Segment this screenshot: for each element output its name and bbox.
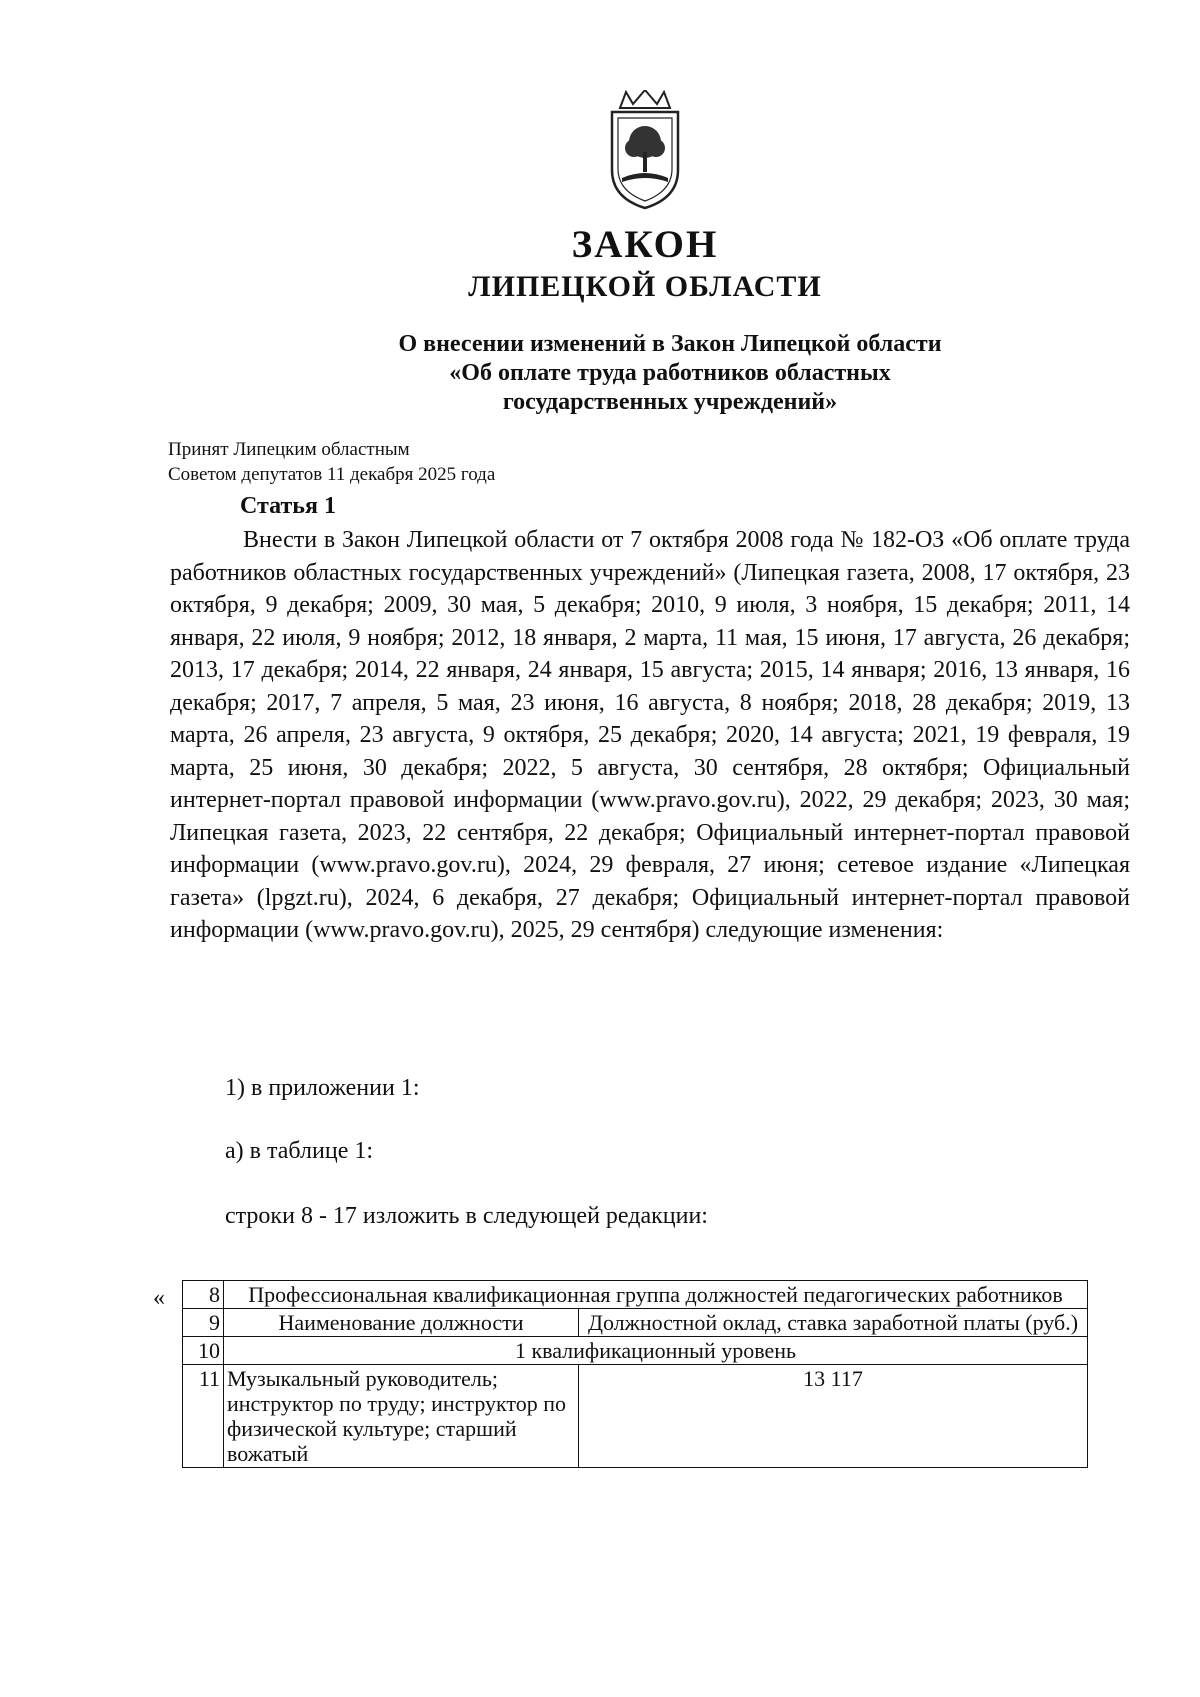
region-title: ЛИПЕЦКОЙ ОБЛАСТИ <box>468 270 822 303</box>
opening-quote: « <box>153 1285 165 1311</box>
table-row <box>183 1281 1088 1309</box>
row-number: 10 <box>183 1337 224 1365</box>
article-body-paragraph: Внести в Закон Липецкой области от 7 октября 2008 года № 182-ОЗ «Об оплате труда работников областных государственных учреждений» (Липецкая газета, 2008, 17 октября, 23 октября, 9 декабря; 2009, 30 мая, 5 декабря; 2010, 9 июля, 3 ноября, 15 декабря; 2011, 14 января, 22 июля, 9 ноября; 2012, 18 января, 2 марта, 11 мая, 15 июня, 17 августа, 26 декабря; 2013, 17 декабря; 2014, 22 января, 24 января, 15 августа; 2015, 14 января; 2016, 13 января, 16 декабря; 2017, 7 апреля, 5 мая, 23 июня, 16 августа, 8 ноября; 2018, 28 декабря; 2019, 13 марта, 26 апреля, 23 августа, 9 октября, 25 декабря; 2020, 14 августа; 2021, 19 февраля, 19 марта, 25 июня, 30 декабря; 2022, 5 августа, 30 сентября, 28 октября; Официальный интернет-портал правовой информации (www.pravo.gov.ru), 2022, 29 декабря; 2023, 30 мая; Липецкая газета, 2023, 22 сентября, 22 декабря; Официальный интернет-портал правовой информации (www.pravo.gov.ru), 2024, 29 февраля, 27 июня; сетевое издание «Липецкая газета» (lpgzt.ru), 2024, 6 декабря, 27 декабря; Официальный интернет-портал правовой информации (www.pravo.gov.ru), 2025, 29 сентября) следующие изменения: <box>170 527 1130 943</box>
adoption-line: Принят Липецким областным <box>168 439 410 460</box>
article-heading: Статья 1 <box>240 493 336 519</box>
row-number: 11 <box>183 1365 224 1468</box>
subject-line: государственных учреждений» <box>502 389 838 415</box>
column-header: Должностной оклад, ставка заработной платы (руб.) <box>579 1309 1088 1337</box>
list-item: строки 8 - 17 изложить в следующей редакции: <box>225 1203 708 1229</box>
coat-of-arms-emblem <box>600 90 690 210</box>
list-item: 1) в приложении 1: <box>225 1075 420 1101</box>
list-item: а) в таблице 1: <box>225 1138 374 1164</box>
column-header: Наименование должности <box>224 1309 579 1337</box>
adoption-line: Советом депутатов 11 декабря 2025 года <box>168 464 496 485</box>
table-cell: Профессиональная квалификационная группа должностей педагогических работников <box>224 1281 1088 1309</box>
law-subject <box>330 330 1010 417</box>
subject-line: О внесении изменений в Закон Липецкой области <box>398 331 942 357</box>
law-title: ЗАКОН <box>571 223 719 266</box>
row-number: 9 <box>183 1309 224 1337</box>
table-cell: Музыкальный руководитель; инструктор по труду; инструктор по физической культуре; старший вожатый <box>224 1365 579 1468</box>
adoption-note <box>168 437 495 487</box>
table-row <box>183 1365 1088 1468</box>
table-cell: 1 квалификационный уровень <box>224 1337 1088 1365</box>
table-cell: 13 117 <box>579 1365 1088 1468</box>
table-row <box>183 1309 1088 1337</box>
subject-line: «Об оплате труда работников областных <box>449 360 891 386</box>
row-number: 8 <box>183 1281 224 1309</box>
table-row <box>183 1337 1088 1365</box>
salary-table <box>182 1280 1088 1468</box>
